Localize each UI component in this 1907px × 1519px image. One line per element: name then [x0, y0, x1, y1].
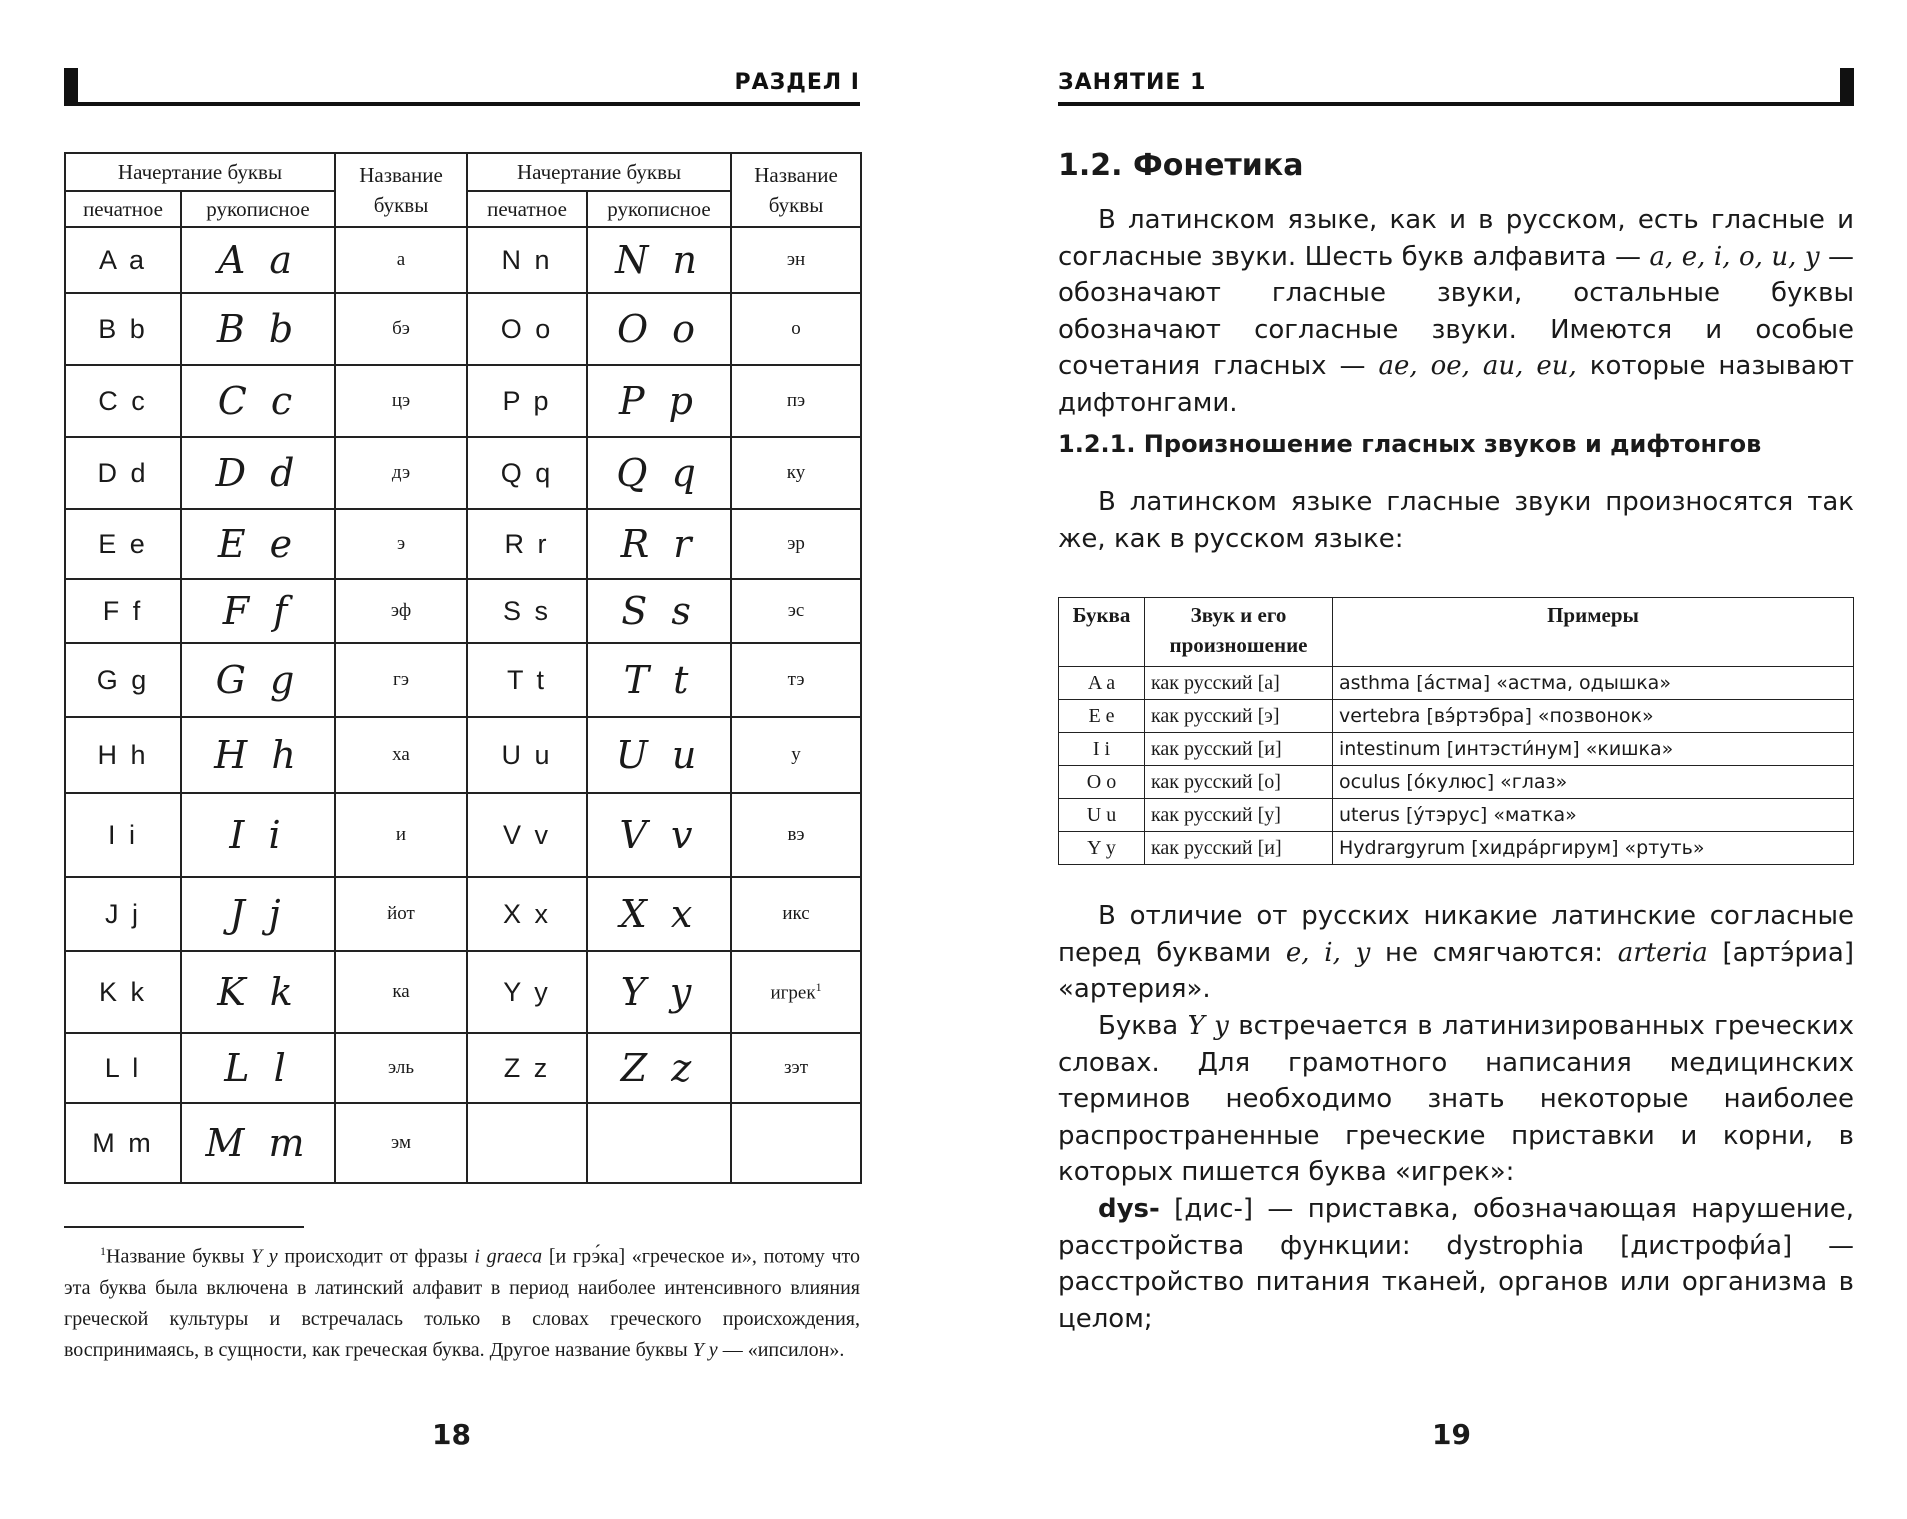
printed-letter: U u: [467, 717, 587, 793]
vowel-sounds-table: [1058, 597, 1854, 865]
sound-cell: как русский [э]: [1145, 700, 1333, 733]
sound-cell: как русский [и]: [1145, 832, 1333, 865]
table-row: [65, 227, 861, 293]
letter-name: эм: [335, 1103, 467, 1183]
footnote-letter: Y y: [692, 1338, 718, 1361]
handwritten-letter: E e: [181, 509, 335, 579]
table-row: [65, 579, 861, 643]
letter-name: а: [335, 227, 467, 293]
sound-cell: как русский [у]: [1145, 799, 1333, 832]
lesson-label: ЗАНЯТИЕ 1: [1058, 70, 1207, 95]
letter-name-igrek: [731, 951, 861, 1033]
letter-name: пэ: [731, 365, 861, 437]
handwritten-letter: I i: [181, 793, 335, 877]
diphthongs: ae, oe, au, eu,: [1378, 351, 1577, 382]
table-row: [1059, 832, 1854, 865]
printed-letter: J j: [65, 877, 181, 951]
letter-cell: I i: [1059, 733, 1145, 766]
handwritten-letter: X x: [587, 877, 731, 951]
handwritten-letter: Q q: [587, 437, 731, 509]
handwritten-letter: G g: [181, 643, 335, 717]
letter-cell: A a: [1059, 667, 1145, 700]
page-number: 18: [432, 1418, 471, 1451]
letter-name: [731, 1103, 861, 1183]
page-number: 19: [1432, 1418, 1471, 1451]
section-label: РАЗДЕЛ I: [734, 70, 860, 95]
paragraph: В латинском языке гласные звуки произносятся так же, как в русском языке:: [1058, 487, 1854, 554]
letter-name: эс: [731, 579, 861, 643]
handwritten-letter: S s: [587, 579, 731, 643]
letter-name: ха: [335, 717, 467, 793]
example-word: arteria: [1617, 937, 1708, 968]
letter-name: и: [335, 793, 467, 877]
printed-letter: X x: [467, 877, 587, 951]
example-cell: asthma [а́стма] «астма, одышка»: [1333, 667, 1854, 700]
handwritten-letter: N n: [587, 227, 731, 293]
footnote-text: [и грэ́ка] «греческое и», потому что эта буква была включена в латинский алфавит в период наиболее интенсивного влияния греческой культуры и встречалась только в словах греческого происхождения, воспринимаясь, в сущности, как греческая буква. Другое название буквы: [64, 1245, 860, 1361]
table-row: [65, 437, 861, 509]
printed-letter: Y y: [467, 951, 587, 1033]
footnote-letter: Y y: [250, 1245, 278, 1268]
paragraph-text: не смягчаются:: [1370, 937, 1618, 968]
handwritten-letter: K k: [181, 951, 335, 1033]
letter-name: зэт: [731, 1033, 861, 1103]
footnote-text: происходит от фразы: [277, 1245, 475, 1268]
letter-cell: E e: [1059, 700, 1145, 733]
example-cell: Hydrargyrum [хидра́ргирум] «ртуть»: [1333, 832, 1854, 865]
example-cell: uterus [у́тэрус] «матка»: [1333, 799, 1854, 832]
table-row: [65, 293, 861, 365]
handwritten-letter: U u: [587, 717, 731, 793]
sound-cell: как русский [а]: [1145, 667, 1333, 700]
letter-name: ка: [335, 951, 467, 1033]
header-shape: Начертание буквы: [467, 153, 731, 191]
letter-cell: Y y: [1059, 832, 1145, 865]
printed-letter: T t: [467, 643, 587, 717]
letter-name: эн: [731, 227, 861, 293]
letter-name: э: [335, 509, 467, 579]
handwritten-letter: H h: [181, 717, 335, 793]
paragraph: [1058, 1008, 1854, 1191]
table-row: [65, 509, 861, 579]
table-row: [65, 951, 861, 1033]
letter-name: дэ: [335, 437, 467, 509]
paragraph-text: — обозначают гласные звуки, остальные буквы обозначают согласные звуки. Имеются и особые сочетания гласных —: [1058, 241, 1855, 382]
handwritten-letter: Y y: [587, 951, 731, 1033]
printed-letter: [467, 1103, 587, 1183]
printed-letter: M m: [65, 1103, 181, 1183]
printed-letter: G g: [65, 643, 181, 717]
letter-name: эф: [335, 579, 467, 643]
header-name: Название буквы: [731, 153, 861, 227]
printed-letter: L l: [65, 1033, 181, 1103]
handwritten-letter: O o: [587, 293, 731, 365]
alphabet-table: [64, 152, 862, 1184]
printed-letter: A a: [65, 227, 181, 293]
header-bar: [1840, 68, 1854, 102]
header-bar: [64, 68, 78, 102]
handwritten-letter: R r: [587, 509, 731, 579]
footnote-text: Название буквы: [106, 1245, 251, 1268]
paragraph-text: [дис-] — приставка, обозначающая нарушение, расстройства функции: dystrophia [дистрофи́а] — расстройство питания тканей, органов или организма в целом;: [1058, 1194, 1854, 1334]
letter-name: у: [731, 717, 861, 793]
letter-name: бэ: [335, 293, 467, 365]
table-row: [65, 1033, 861, 1103]
handwritten-letter: P p: [587, 365, 731, 437]
example-cell: vertebra [вэ́ртэбра] «позвонок»: [1333, 700, 1854, 733]
letter-name: игрек: [770, 982, 816, 1004]
letter-name: эр: [731, 509, 861, 579]
letter-name: йот: [335, 877, 467, 951]
handwritten-letter: L l: [181, 1033, 335, 1103]
letter-yy: Y y: [1187, 1011, 1229, 1041]
paragraph: [1058, 202, 1854, 422]
printed-letter: D d: [65, 437, 181, 509]
letter-cell: U u: [1059, 799, 1145, 832]
column-header: Примеры: [1333, 598, 1854, 667]
paragraph-dys: [1058, 1191, 1854, 1337]
table-row: [1059, 700, 1854, 733]
header-handwritten: рукописное: [181, 191, 335, 227]
footnote-phrase: i graeca: [474, 1245, 543, 1268]
table-row: [1059, 733, 1854, 766]
printed-letter: E e: [65, 509, 181, 579]
handwritten-letter: Z z: [587, 1033, 731, 1103]
printed-letter: O o: [467, 293, 587, 365]
table-row: [1059, 667, 1854, 700]
letter-name: икс: [731, 877, 861, 951]
letters-eiy: e, i, y: [1285, 937, 1371, 968]
header-shape: Начертание буквы: [65, 153, 335, 191]
table-row: [1059, 799, 1854, 832]
printed-letter: V v: [467, 793, 587, 877]
printed-letter: I i: [65, 793, 181, 877]
right-page: [950, 0, 1907, 1519]
footnote-mark: 1: [100, 1244, 106, 1258]
handwritten-letter: C c: [181, 365, 335, 437]
vowel-letters: a, e, i, o, u, y: [1649, 241, 1820, 272]
letter-name: гэ: [335, 643, 467, 717]
letter-name: ку: [731, 437, 861, 509]
footnote-ref: 1: [815, 979, 822, 994]
handwritten-letter: F f: [181, 579, 335, 643]
paragraph-text: В латинском языке, как и в русском, есть гласные и согласные звуки. Шесть букв алфавита —: [1058, 205, 1854, 272]
printed-letter: S s: [467, 579, 587, 643]
handwritten-letter: V v: [587, 793, 731, 877]
header-printed: печатное: [467, 191, 587, 227]
prefix-term: dys-: [1098, 1194, 1160, 1224]
sound-cell: как русский [о]: [1145, 766, 1333, 799]
printed-letter: H h: [65, 717, 181, 793]
paragraph-text: В отличие от русских никакие латинские согласные перед буквами: [1058, 901, 1854, 968]
sound-cell: как русский [и]: [1145, 733, 1333, 766]
left-page: [0, 0, 950, 1519]
table-row: [1059, 766, 1854, 799]
handwritten-letter: J j: [181, 877, 335, 951]
handwritten-letter: D d: [181, 437, 335, 509]
printed-letter: Q q: [467, 437, 587, 509]
example-cell: intestinum [интэсти́нум] «кишка»: [1333, 733, 1854, 766]
column-header: Звук и его произношение: [1145, 598, 1333, 667]
handwritten-letter: B b: [181, 293, 335, 365]
printed-letter: N n: [467, 227, 587, 293]
table-row: [65, 643, 861, 717]
section-title: 1.2. Фонетика: [1058, 148, 1304, 183]
footnote-text: — «ипсилон».: [717, 1338, 845, 1361]
table-row: [65, 365, 861, 437]
column-header: Буква: [1059, 598, 1145, 667]
printed-letter: B b: [65, 293, 181, 365]
letter-name: эль: [335, 1033, 467, 1103]
printed-letter: F f: [65, 579, 181, 643]
printed-letter: K k: [65, 951, 181, 1033]
subsection-title: 1.2.1. Произношение гласных звуков и дифтонгов: [1058, 430, 1762, 458]
footnote: [64, 1236, 860, 1366]
handwritten-letter: T t: [587, 643, 731, 717]
table-row: [65, 717, 861, 793]
header-name: Название буквы: [335, 153, 467, 227]
header-handwritten: рукописное: [587, 191, 731, 227]
table-row: [65, 1103, 861, 1183]
example-cell: oculus [о́кулюс] «глаз»: [1333, 766, 1854, 799]
paragraph-text: [артэ́риа] «артерия».: [1058, 937, 1854, 1005]
handwritten-letter: A a: [181, 227, 335, 293]
table-row: [65, 793, 861, 877]
letter-name: цэ: [335, 365, 467, 437]
header-printed: печатное: [65, 191, 181, 227]
letter-name: о: [731, 293, 861, 365]
right-running-header: [1058, 68, 1854, 106]
footnote-rule: [64, 1226, 304, 1228]
handwritten-letter: [587, 1103, 731, 1183]
paragraph-text: которые называют дифтонгами.: [1058, 351, 1855, 418]
paragraph-text: Буква: [1098, 1011, 1188, 1041]
printed-letter: C c: [65, 365, 181, 437]
handwritten-letter: M m: [181, 1103, 335, 1183]
printed-letter: R r: [467, 509, 587, 579]
letter-name: тэ: [731, 643, 861, 717]
printed-letter: Z z: [467, 1033, 587, 1103]
table-row: [65, 877, 861, 951]
printed-letter: P p: [467, 365, 587, 437]
left-running-header: [64, 68, 860, 106]
paragraph-text: встречается в латинизированных греческих словах. Для грамотного написания медицинских терминов необходимо знать некоторые наиболее распространенные греческие приставки и корни, в которых пишется буква «игрек»:: [1058, 1011, 1854, 1188]
letter-cell: O o: [1059, 766, 1145, 799]
paragraph: [1058, 898, 1854, 1008]
letter-name: вэ: [731, 793, 861, 877]
